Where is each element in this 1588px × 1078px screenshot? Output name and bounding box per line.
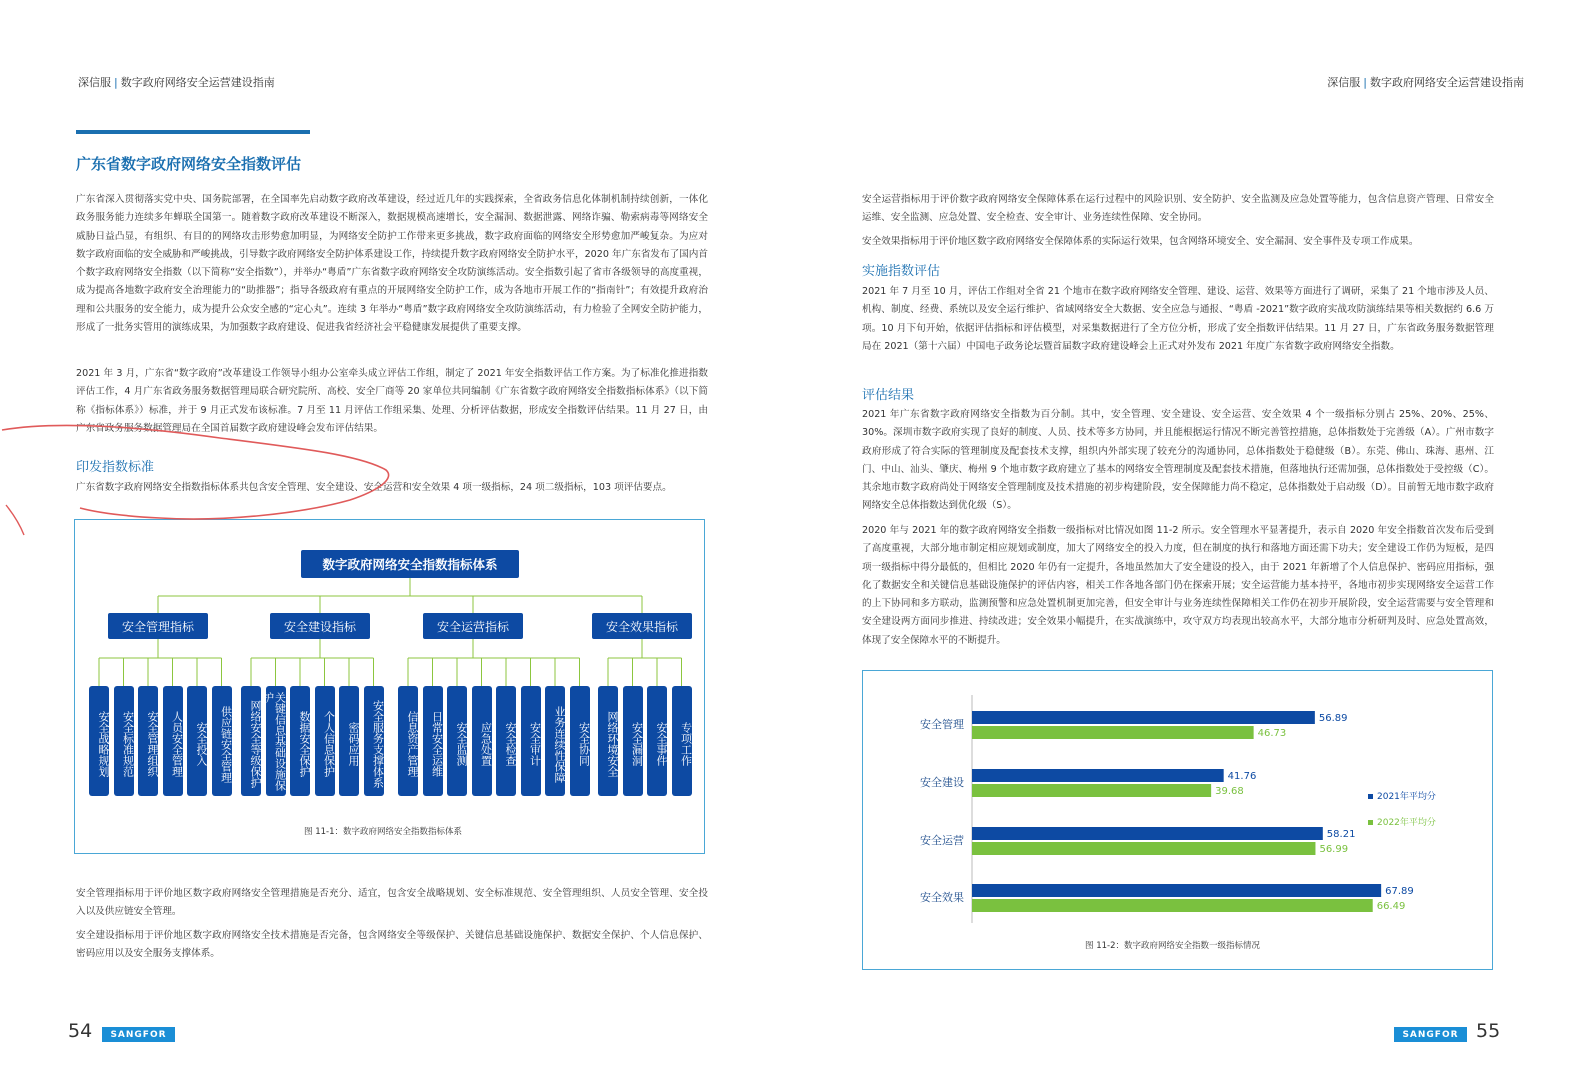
org-leaf-node: 业务连续性保障: [545, 686, 565, 796]
figure1-caption: 图 11-1：数字政府网络安全指数指标体系: [304, 827, 462, 837]
bar-2022: [972, 726, 1254, 739]
org-leaf-node: 网络环境安全: [598, 686, 618, 796]
org-leaf-node: 安全协同: [570, 686, 590, 796]
subsection-results: 评估结果: [862, 388, 915, 403]
running-head: [78, 74, 275, 90]
org-group-node: 安全管理指标: [108, 613, 208, 639]
page-number: 55: [1476, 1020, 1501, 1042]
operation-paragraph: 安全运营指标用于评价数字政府网络安全保障体系在运行过程中的风险识别、安全防护、安全监测及应急处置等能力，包含信息资产管理、日常安全运维、安全监测、应急处置、安全检查、安全审计、业务连续性保障、安全协同。: [862, 194, 1494, 224]
bar-2022: [972, 842, 1315, 855]
org-leaf-node: 安全管理组织: [138, 686, 158, 796]
head-separator: |: [1363, 76, 1367, 89]
bar-chart: [863, 671, 1494, 971]
data-label: 56.99: [1319, 844, 1349, 855]
org-leaf-node: 安全战略规划: [89, 686, 109, 796]
data-label: 58.21: [1326, 829, 1356, 840]
index-chart-figure: [862, 670, 1493, 970]
bar-2021: [972, 769, 1224, 782]
category-label: 安全管理: [920, 718, 964, 731]
org-leaf-node: 安全检查: [496, 686, 516, 796]
doc-title: 数字政府网络安全运营建设指南: [120, 76, 275, 89]
category-label: 安全效果: [920, 891, 964, 904]
legend-swatch: [1368, 794, 1373, 799]
org-leaf-node: 安全投入: [187, 686, 207, 796]
implement-paragraph: 2021 年 7 月至 10 月，评估工作组对全省 21 个地市在数字政府网络安全管理、建设、运营、效果等方面进行了调研，采集了 21 个地市涉及人员、机构、制度、经费、系统以及安全运行维护、省域网络安全大数据、安全应急与通报、“粤盾 -2021”数字政府实战攻防演练结果等相关数据约 6.6 万项。10 月下旬开始，依据评估指标和评估模型，对采集数据进行了全方位分析，形成了安全指数评估结果。11 月 27 日，广东省政务服务数据管理局在 2021（第十六届）中国电子政务论坛暨首届数字政府建设峰会上正式对外发布 2021 年度广东省数字政府网络安全指数。: [862, 286, 1494, 352]
bar-2022: [972, 784, 1211, 797]
management-paragraph: 安全管理指标用于评价地区数字政府网络安全管理措施是否充分、适宜，包含安全战略规划、安全标准规范、安全管理组织、人员安全管理、安全投入以及供应链安全管理。: [76, 888, 708, 918]
bar-2021: [972, 884, 1381, 897]
org-group-node: 安全运营指标: [423, 613, 523, 639]
indicator-system-figure: [74, 519, 705, 854]
data-label: 67.89: [1385, 886, 1414, 897]
data-label: 46.73: [1257, 728, 1287, 739]
title-accent-bar: [76, 130, 310, 134]
brand-name: 深信服: [1327, 76, 1361, 89]
org-leaf-node: 专项工作: [672, 686, 692, 796]
data-label: 56.89: [1318, 713, 1348, 724]
bar-2021: [972, 711, 1315, 724]
figure2-caption: 图 11-2：数字政府网络安全指数一级指标情况: [1085, 941, 1260, 951]
data-label: 66.49: [1376, 901, 1406, 912]
org-leaf-node: 网络安全等级保护: [241, 686, 261, 796]
data-label: 41.76: [1227, 771, 1257, 782]
org-root-node: 数字政府网络安全指数指标体系: [301, 550, 519, 578]
comparison-paragraph: 2020 年与 2021 年的数字政府网络安全指数一级指标对比情况如图 11-2 所示。安全管理水平显著提升，表示自 2020 年安全指数首次发布后受到了高度重视，大部分地市制定相应规划或制度，加大了网络安全的投入力度，但在制度的执行和落地方面还需下功夫；安全建设工作仍为短板，是四项一级指标中得分最低的，但相比 2020 年仍有一定提升，各地虽然加大了安全建设的投入，由于 2021 年新增了个人信息保护、密码应用指标，强化了数据安全和关键信息基础设施保护的评估内容，相关工作各地各部门仍在探索开展；安全运营能力基本持平，各地市初步实现网络安全运营工作的上下协同和多方联动，监测预警和应急处置机制更加完善，但安全审计与业务连续性保障相关工作仍在初步开展阶段，安全运营需要与安全管理和安全建设两方面同步推进、持续改进；安全效果小幅提升，在实战演练中，攻守双方均表现出较高水平，大部分地市分析研判及时、应急处置高效，体现了安全保障水平的不断提升。: [862, 525, 1494, 646]
category-label: 安全建设: [920, 776, 964, 789]
background-paragraph: 2021 年 3 月，广东省“数字政府”改革建设工作领导小组办公室牵头成立评估工作组，制定了 2021 年安全指数评估工作方案。为了标准化推进指数评估工作，4 月广东省政务服务数据管理局联合研究院所、高校、安全厂商等 20 家单位共同编制《广东省数字政府网络安全指数指标体系》（以下简称《指标体系》）标准，并于 9 月正式发布该标准。7 月至 11 月评估工作组采集、处理、分析评估数据，形成安全指数评估结果。11 月 27 日，由广东省政务服务数据管理局在全国首届数字政府建设峰会发布评估结果。: [76, 368, 708, 434]
org-leaf-node: 应急处置: [472, 686, 492, 796]
org-leaf-node: 安全事件: [647, 686, 667, 796]
org-group-node: 安全效果指标: [592, 613, 692, 639]
results-paragraph: 2021 年广东省数字政府网络安全指数为百分制。其中，安全管理、安全建设、安全运营、安全效果 4 个一级指标分别占 25%、20%、25%、30%。深圳市数字政府实现了良好的制度、人员、技术等多方协同，并且能根据运行情况不断完善管控措施，总体指数处于完善级（A）。广州市数字政府形成了符合实际的管理制度及配套技术支撑，组织内外部实现了较充分的沟通协同，总体指数处于稳健级（B）。东莞、佛山、珠海、惠州、江门、中山、汕头、肇庆、梅州 9 个地市数字政府建立了基本的网络安全管理制度及配套技术措施，但落地执行还需加强，总体指数处于受控级（C）。其余地市数字政府尚处于网络安全管理制度及技术措施的初步构建阶段，安全保障能力尚不稳定，总体指数处于启动级（D）。目前暂无地市数字政府网络安全总体指数达到优化级（S）。: [862, 409, 1494, 512]
legend-swatch: [1368, 820, 1373, 825]
data-label: 39.68: [1215, 786, 1244, 797]
org-leaf-node: 人员安全管理: [163, 686, 183, 796]
bar-2021: [972, 827, 1323, 840]
bar-2022: [972, 899, 1373, 912]
sangfor-badge: SANGFOR: [1394, 1027, 1467, 1042]
head-separator: |: [114, 76, 118, 89]
running-head: [1327, 74, 1524, 90]
org-leaf-node: 数据安全保护: [290, 686, 310, 796]
subsection-implement: 实施指数评估: [862, 264, 941, 279]
org-leaf-node: 安全标准规范: [114, 686, 134, 796]
brand-name: 深信服: [78, 76, 111, 89]
org-leaf-node: 信息资产管理: [398, 686, 418, 796]
legend-label: 2022年平均分: [1377, 818, 1436, 828]
right-page: [794, 0, 1588, 1078]
category-label: 安全运营: [920, 834, 964, 847]
page-number: 54: [68, 1020, 93, 1042]
org-leaf-node: 安全服务支撑体系: [364, 686, 384, 796]
subsection-title: 印发指数标准: [76, 460, 155, 475]
intro-paragraph: 广东省深入贯彻落实党中央、国务院部署，在全国率先启动数字政府改革建设，经过近几年的实践探索，全省政务信息化体制机制持续创新，一体化政务服务能力连续多年蝉联全国第一。随着数字政府改革建设不断深入，数据规模高速增长，安全漏洞、数据泄露、网络诈骗、勒索病毒等网络安全威胁日益凸显，有组织、有目的的网络攻击形势愈加明显，为网络安全防护工作带来更多挑战，数字政府面临的网络安全形势愈加严峻复杂。为应对数字政府面临的安全威胁和严峻挑战，引导数字政府网络安全防护体系建设工作，持续提升数字政府网络安全防护水平，2020 年广东省发布了国内首个数字政府网络安全指数（以下简称“安全指数”），并举办“粤盾”广东省数字政府网络安全攻防演练活动。安全指数引起了省市各级领导的高度重视，成为提高各地数字政府安全治理能力的“助推器”；指导各级政府有重点的开展网络安全防护工作，成为各地市开展工作的“指南针”；有效提升政府治理和公共服务的安全能力，成为提升公众安全感的“定心丸”。连续 3 年举办“粤盾”数字政府网络安全攻防演练活动，有力检验了全网安全防护能力，形成了一批务实管用的演练成果，为加强数字政府建设、促进我省经济社会平稳健康发展提供了重要支撑。: [76, 194, 708, 334]
legend-label: 2021年平均分: [1377, 792, 1436, 802]
org-leaf-node: 日常安全运维: [423, 686, 443, 796]
effect-paragraph: 安全效果指标用于评价地区数字政府网络安全保障体系的实际运行效果，包含网络环境安全、安全漏洞、安全事件及专项工作成果。: [862, 236, 1419, 247]
org-group-node: 安全建设指标: [270, 613, 370, 639]
org-leaf-node: 安全监测: [447, 686, 467, 796]
standard-paragraph: 广东省数字政府网络安全指数指标体系共包含安全管理、安全建设、安全运营和安全效果 4 项一级指标，24 项二级指标，103 项评估要点。: [76, 482, 672, 493]
construction-paragraph: 安全建设指标用于评价地区数字政府网络安全技术措施是否完备，包含网络安全等级保护、关键信息基础设施保护、数据安全保护、个人信息保护、密码应用以及安全服务支撑体系。: [76, 930, 708, 960]
org-leaf-node: 关键信息基础设施保护: [266, 686, 286, 796]
org-leaf-node: 供应链安全管理: [212, 686, 232, 796]
section-title: 广东省数字政府网络安全指数评估: [76, 155, 302, 173]
org-leaf-node: 密码应用: [339, 686, 359, 796]
org-leaf-node: 安全漏洞: [623, 686, 643, 796]
sangfor-badge: SANGFOR: [102, 1027, 175, 1042]
org-leaf-node: 个人信息保护: [315, 686, 335, 796]
doc-title: 数字政府网络安全运营建设指南: [1370, 76, 1524, 89]
org-leaf-node: 安全审计: [521, 686, 541, 796]
